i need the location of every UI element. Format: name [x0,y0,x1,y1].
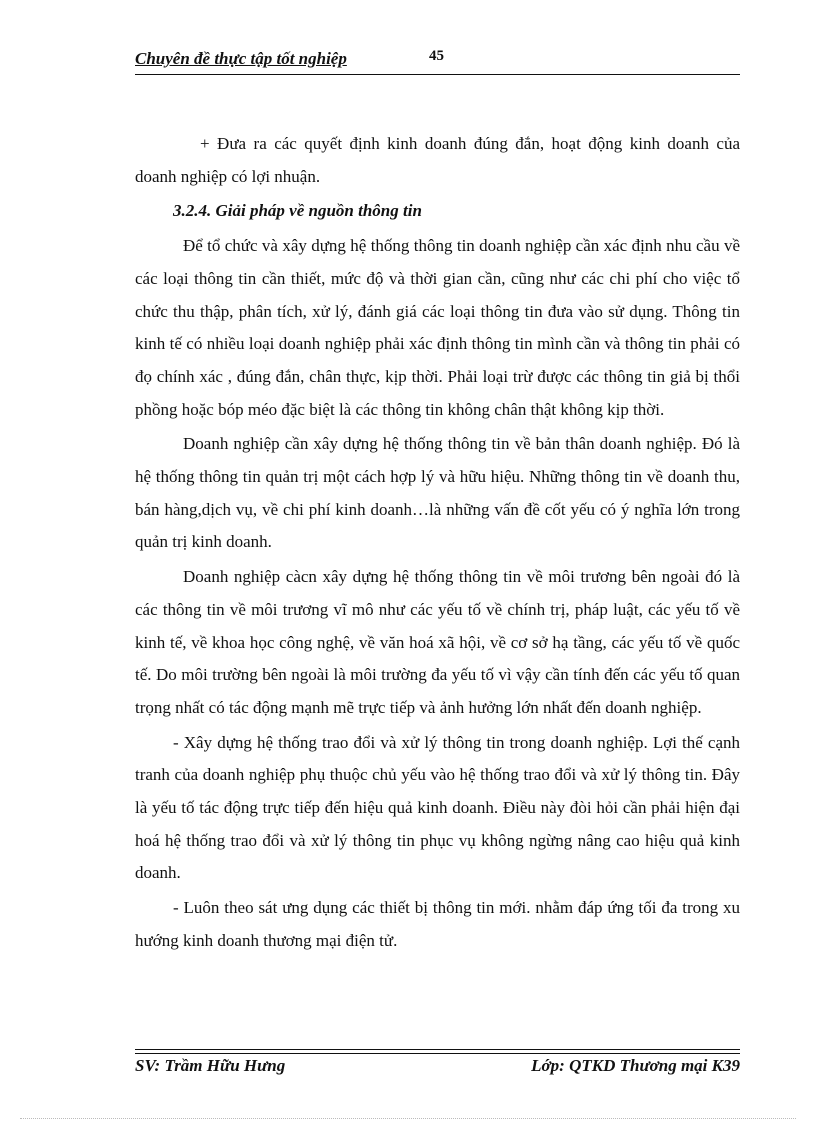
student-name: SV: Trầm Hữu Hưng [135,1056,286,1075]
footer-rule [135,1049,740,1050]
page-header [135,46,740,75]
footer-rule-thin [135,1053,740,1054]
page-footer [135,1046,740,1080]
paragraph-decision-making: + Đưa ra các quyết định kinh doanh đúng đắn, hoạt động kinh doanh của doanh nghiệp có lợi nhuận. [135,134,740,186]
paragraph-exchange-system: - Xây dựng hệ thống trao đổi và xử lý thông tin trong doanh nghiệp. Lợi thế cạnh tranh của doanh nghiệp phụ thuộc chủ yếu vào hệ thống trao đổi và xử lý thông tin. Đây là yếu tố tác động trực tiếp đến hiệu quả kinh doanh. Điều này đòi hỏi cần phải hiện đại hoá hệ thống trao đổi và xử lý thông tin phục vụ không ngừng nâng cao hiệu quả kinh doanh. [135,732,740,883]
document-title: Chuyên đề thực tập tốt nghiệp [135,49,347,68]
paragraph-new-devices: - Luôn theo sát ưng dụng các thiết bị thông tin mới. nhằm đáp ứng tối đa trong xu hướng kinh doanh thương mại điện tử. [135,898,740,950]
section-heading: 3.2.4. Giải pháp về nguồn thông tin [173,201,422,221]
paragraph-information-system: Để tổ chức và xây dựng hệ thống thông tin doanh nghiệp cần xác định nhu cầu về các loại thông tin cần thiết, mức độ và thời gian cần, cũng như các chi phí cho việc tổ chức thu thập, phân tích, xử lý, đánh giá các loại thông tin đưa vào sử dụng. Thông tin kinh tế có nhiều loại doanh nghiệp phải xác định thông tin mình cần và thông tin phải có đọ chính xác , đúng đắn, chân thực, kịp thời. Phải loại trừ được các thông tin giả bị thổi phồng hoặc bóp méo đặc biệt là các thông tin không chân thật không kịp thời. [135,236,740,419]
paragraph-internal-information: Doanh nghiệp cần xây dựng hệ thống thông tin về bản thân doanh nghiệp. Đó là hệ thống thông tin quản trị một cách hợp lý và hữu hiệu. Những thông tin về doanh thu, bán hàng,dịch vụ, về chi phí kinh doanh…là những vấn đề cốt yếu có ý nghĩa lớn trong quản trị kinh doanh. [135,434,740,552]
class-name: Lớp: QTKD Thương mại K39 [531,1056,740,1075]
document-body [135,128,740,960]
page-number: 45 [429,48,444,64]
page-edge-divider [20,1118,796,1119]
paragraph-external-information: Doanh nghiệp càcn xây dựng hệ thống thông tin về môi trương bên ngoài đó là các thông tin về môi trương vĩ mô như các yếu tố về chính trị, pháp luật, các yếu tố về kinh tế, về khoa học công nghệ, về văn hoá xã hội, về cơ sở hạ tầng, các yếu tố về quốc tế. Do môi trường bên ngoài là môi trường đa yếu tố vì vậy cần tính đến các yếu tố quan trọng nhất có tác động mạnh mẽ trực tiếp và ảnh hưởng lớn nhất đến doanh nghiệp. [135,567,740,717]
